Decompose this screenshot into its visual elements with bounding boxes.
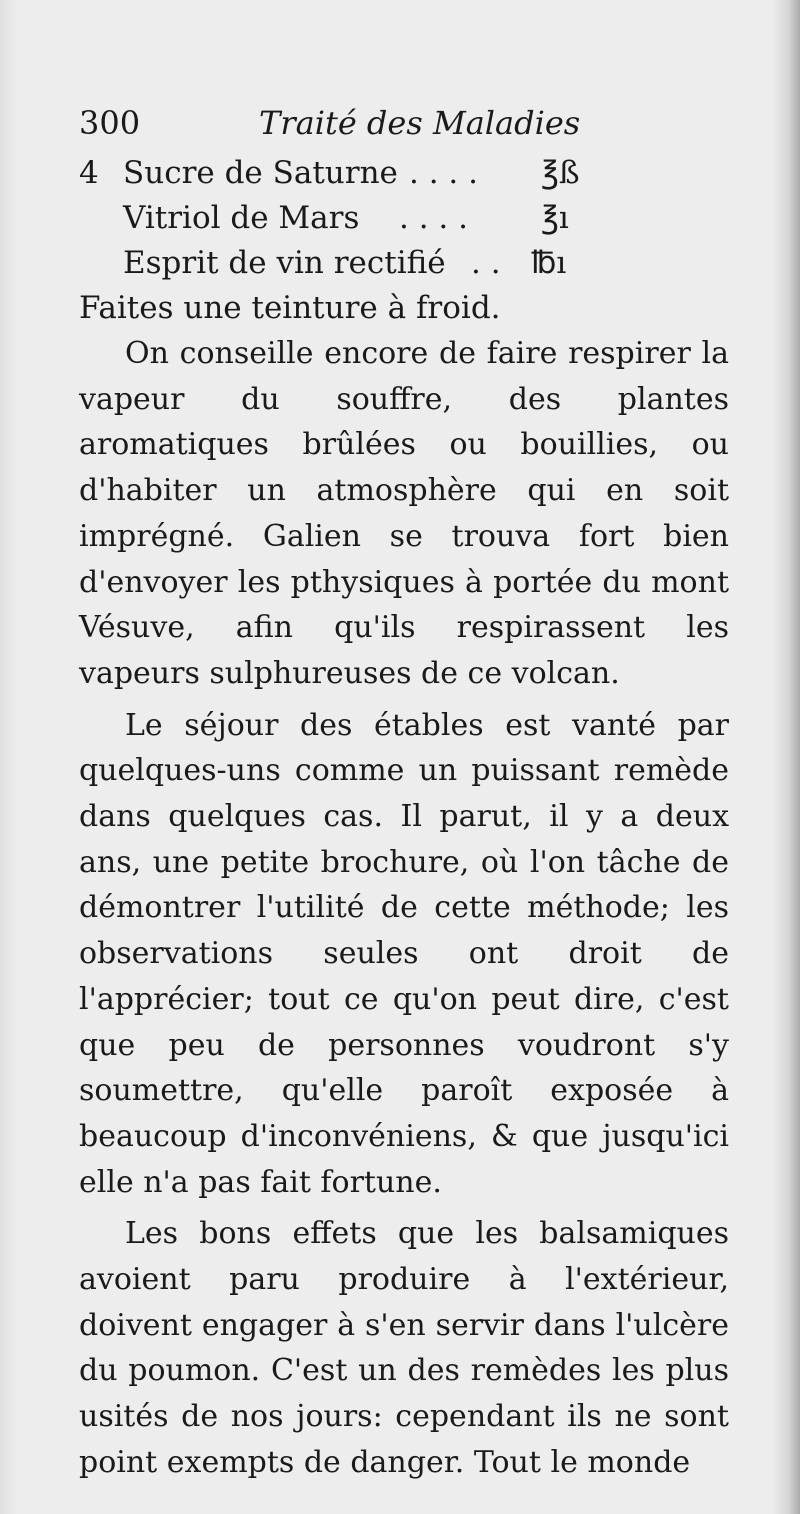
page-left-shadow [0, 0, 18, 1514]
running-title: Traité des Maladies [259, 104, 581, 142]
page-text-block [79, 95, 729, 1492]
recipe-number: 4 [79, 155, 99, 191]
recipe-instruction: Faites une teinture à froid. [79, 290, 501, 326]
leader-dots: . . . . [409, 155, 478, 191]
page-number: 300 [79, 104, 141, 142]
recipe-formula [79, 151, 729, 331]
ingredient-name: Vitriol de Mars [123, 200, 360, 236]
body-paragraph: Le séjour des étables est vanté par quelques-uns comme un puissant remède dans quelques cas. Il parut, il y a deux ans, une petite brochure, où l'on tâche de démontrer l'utilité de cette méthode; les observations seules ont droit de l'apprécier; tout ce qu'on peut dire, c'est que peu de personnes voudront s'y soumettre, qu'elle paroît exposée à beaucoup d'inconvéniens, & que jusqu'ici elle n'a pas fait fortune. [79, 707, 729, 1200]
recipe-line [79, 241, 729, 286]
recipe-line [79, 196, 729, 241]
leader-dots: . . [471, 245, 501, 281]
page-right-shadow [772, 0, 800, 1514]
ingredient-name: Esprit de vin rectifié [123, 245, 446, 281]
ingredient-dose: ℥ß [541, 155, 580, 191]
ingredient-name: Sucre de Saturne [123, 155, 398, 191]
ingredient-dose: ℔ı [531, 245, 567, 281]
leader-dots: . . . . [399, 200, 468, 236]
ingredient-dose: ℥ı [541, 200, 569, 236]
body-paragraph: On conseille encore de faire respirer la vapeur du souffre, des plantes aromatiques brûlées ou bouillies, ou d'habiter un atmosphère qui en soit imprégné. Galien se trouva fort bien d'envoyer les pthysiques à portée du mont Vésuve, afin qu'ils respirassent les vapeurs sulphureuses de ce volcan. [79, 336, 729, 691]
recipe-line [79, 151, 729, 196]
body-paragraph: Les bons effets que les balsamiques avoient paru produire à l'extérieur, doivent engager à s'en servir dans l'ulcère du poumon. C'est un des remèdes les plus usités de nos jours: cependant ils ne sont point exempts de danger. Tout le monde [79, 1216, 729, 1480]
running-head [79, 95, 729, 151]
